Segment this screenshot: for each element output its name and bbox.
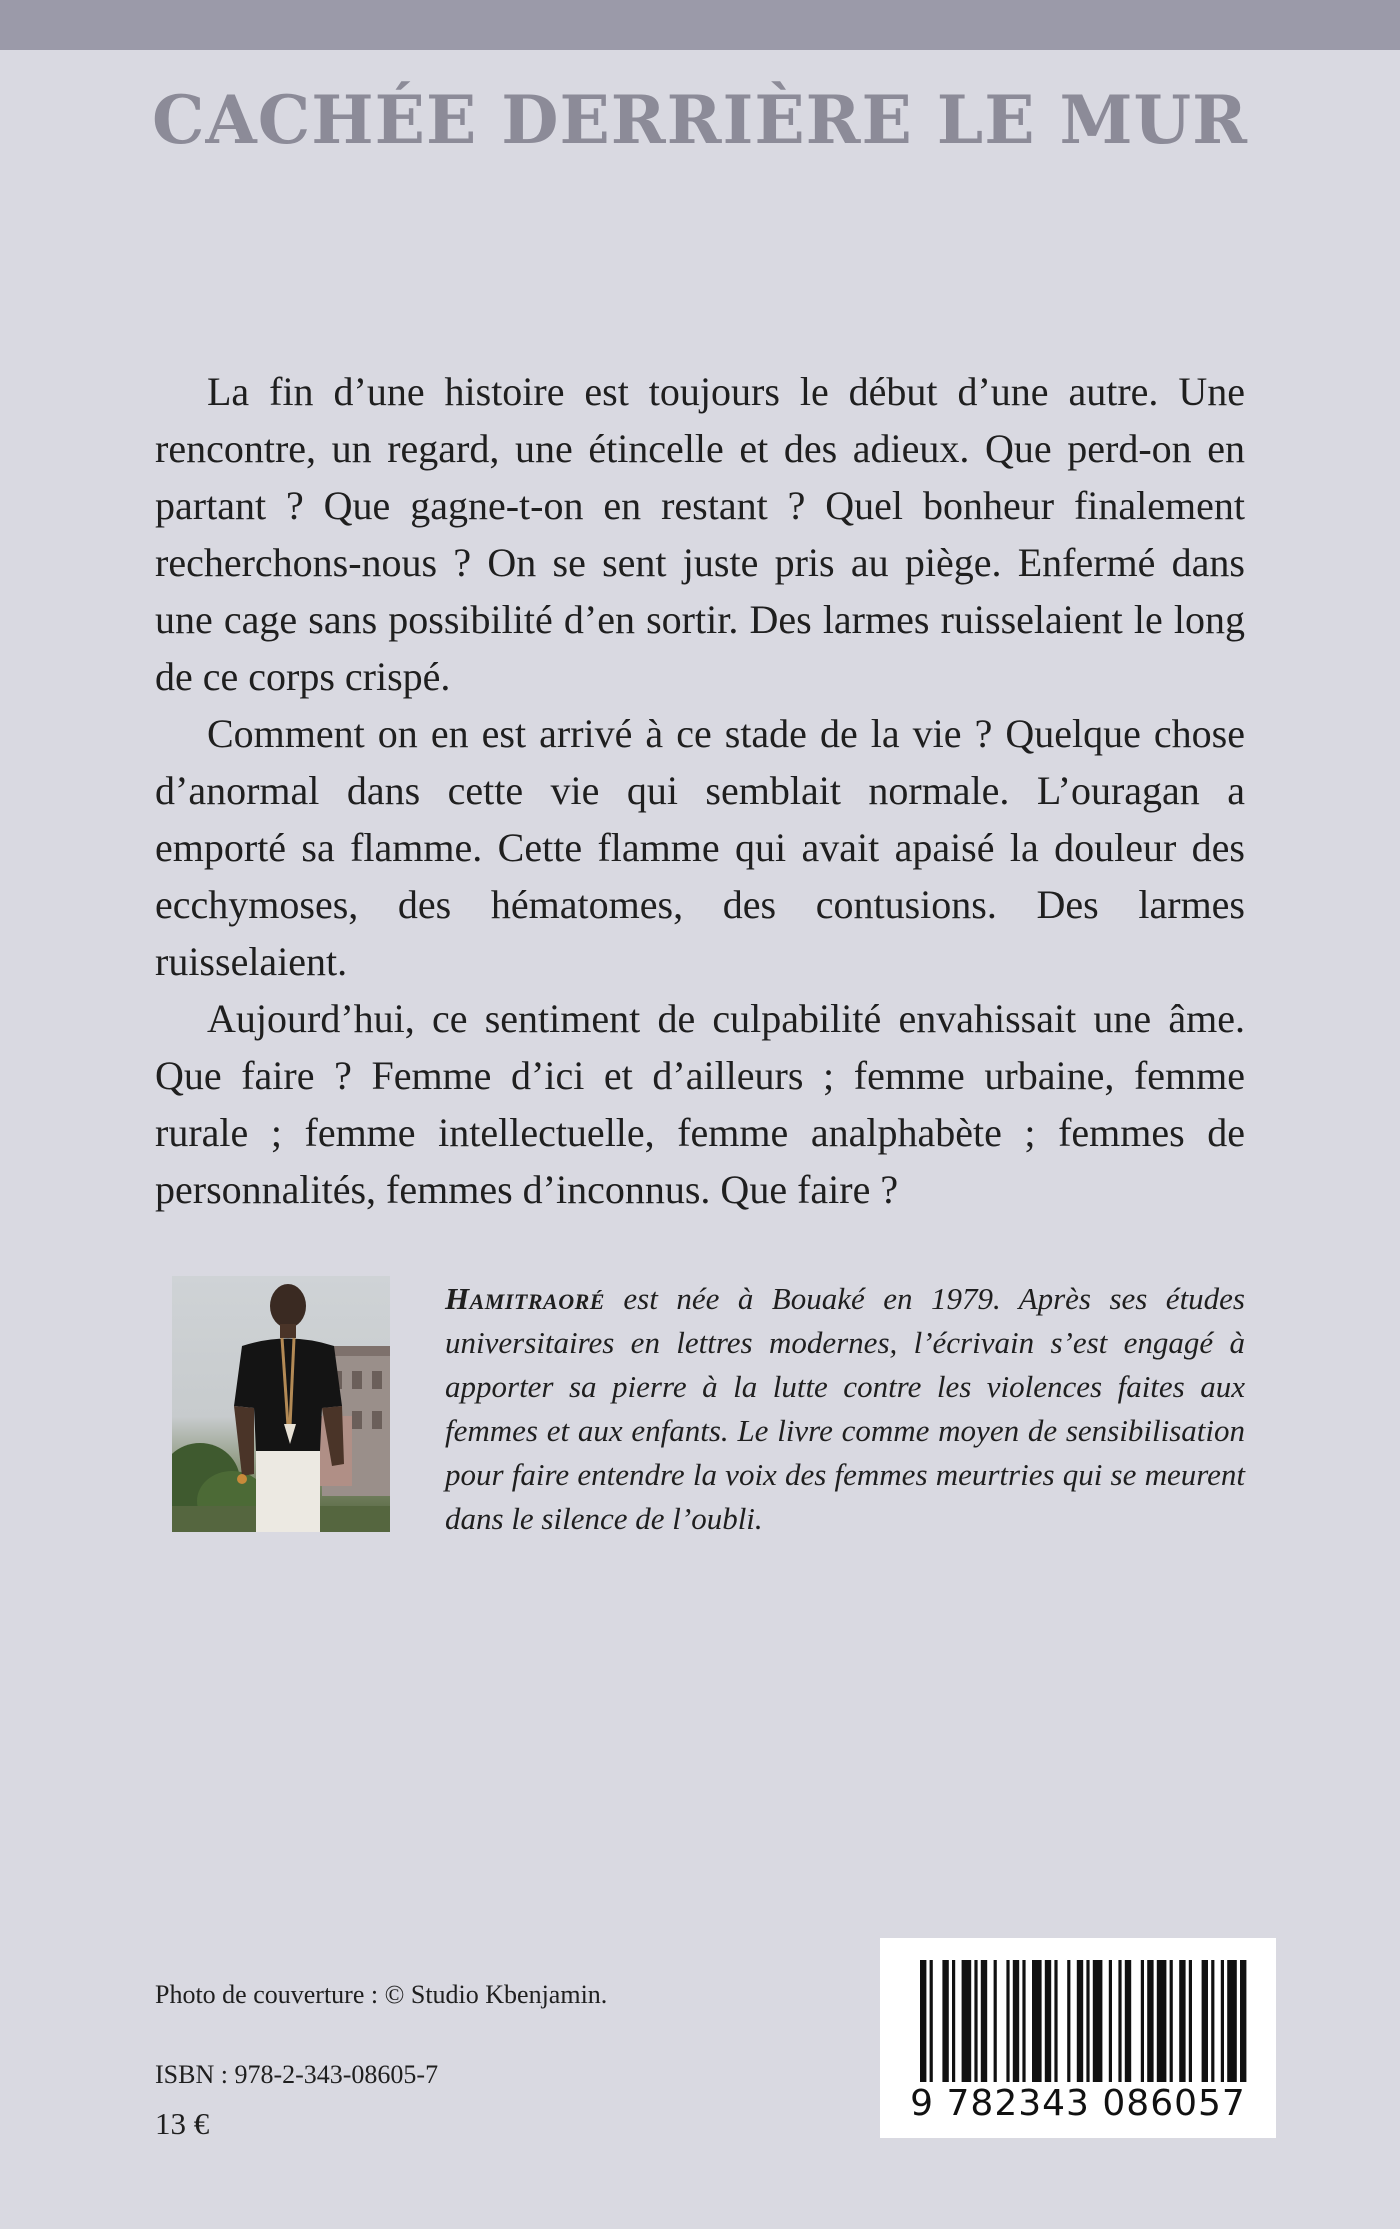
barcode-bar <box>1086 1960 1089 2082</box>
barcode-bar <box>920 1960 926 2082</box>
barcode-bar <box>930 1960 933 2082</box>
barcode-bar <box>1179 1960 1185 2082</box>
barcode-bar <box>1157 1960 1167 2082</box>
barcode-bar <box>1221 1960 1224 2082</box>
author-name: Hamitraoré <box>445 1281 605 1316</box>
blurb-paragraph: Comment on en est arrivé à ce stade de la vie ? Quelque chose d’anormal dans cette vie qui semblait normale. L’ouragan a emporté sa flamme. Cette flamme qui avait apaisé la douleur des ecchymoses, des hématomes, des contusions. Des larmes ruisselaient. <box>155 711 1245 984</box>
barcode-bar <box>1147 1960 1153 2082</box>
back-cover-blurb <box>155 363 1245 1218</box>
barcode-bar <box>1093 1960 1103 2082</box>
barcode-digits: 9 782343 086057 <box>910 2083 1246 2124</box>
barcode-bar <box>1067 1960 1070 2082</box>
barcode-bar <box>1240 1960 1246 2082</box>
barcode-bar <box>974 1960 977 2082</box>
author-bio-text: est née à Bouaké en 1979. Après ses études universitaires en lettres modernes, l’écrivain s’est engagé à apporter sa pierre à la lutte contre les violences faites aux femmes et aux enfants. Le livre comme moyen de sensibilisation pour faire entendre la voix des femmes meurtries qui se meurent dans le silence de l’oubli. <box>445 1281 1245 1536</box>
barcode-bar <box>942 1960 948 2082</box>
barcode-bar <box>1013 1960 1019 2082</box>
barcode-bar <box>1109 1960 1112 2082</box>
barcode-bar <box>962 1960 972 2082</box>
top-band <box>0 0 1400 50</box>
barcode-bar <box>1170 1960 1173 2082</box>
barcode-bar <box>1141 1960 1144 2082</box>
barcode-bar <box>1006 1960 1009 2082</box>
author-bio <box>445 1277 1245 1541</box>
barcode-bar <box>1125 1960 1131 2082</box>
barcode-bar <box>1032 1960 1042 2082</box>
barcode-bar <box>1211 1960 1214 2082</box>
barcode-bar <box>1118 1960 1121 2082</box>
barcode-bar <box>1202 1960 1208 2082</box>
barcode-bar <box>1054 1960 1057 2082</box>
photo-credit: Photo de couverture : © Studio Kbenjamin. <box>155 1980 608 2009</box>
blurb-paragraph: Aujourd’hui, ce sentiment de culpabilité envahissait une âme. Que faire ? Femme d’ici et d’ailleurs ; femme urbaine, femme rurale ; femme intellectuelle, femme analphabète ; femmes de personnalités, femmes d’inconnus. Que faire ? <box>155 996 1245 1212</box>
barcode-bar <box>952 1960 955 2082</box>
isbn: ISBN : 978-2-343-08605-7 <box>155 2060 439 2089</box>
blurb-paragraph: La fin d’une histoire est toujours le début d’une autre. Une rencontre, un regard, une étincelle et des adieux. Que perd-on en partant ? Que gagne-t-on en restant ? Quel bonheur finalement recherchons-nous ? On se sent juste pris au piège. Enfermé dans une cage sans possibilité d’en sortir. Des larmes ruisselaient le long de ce corps crispé. <box>155 369 1245 699</box>
barcode-bar <box>1189 1960 1192 2082</box>
price: 13 € <box>155 2106 210 2141</box>
barcode-bar <box>1045 1960 1051 2082</box>
barcode-bar <box>1022 1960 1025 2082</box>
barcode-bar <box>1227 1960 1237 2082</box>
barcode-bar <box>994 1960 997 2082</box>
author-photo <box>172 1276 390 1532</box>
barcode-bar <box>1077 1960 1083 2082</box>
barcode <box>880 1938 1276 2138</box>
book-title: CACHÉE DERRIÈRE LE MUR <box>152 81 1248 159</box>
barcode-bar <box>981 1960 987 2082</box>
